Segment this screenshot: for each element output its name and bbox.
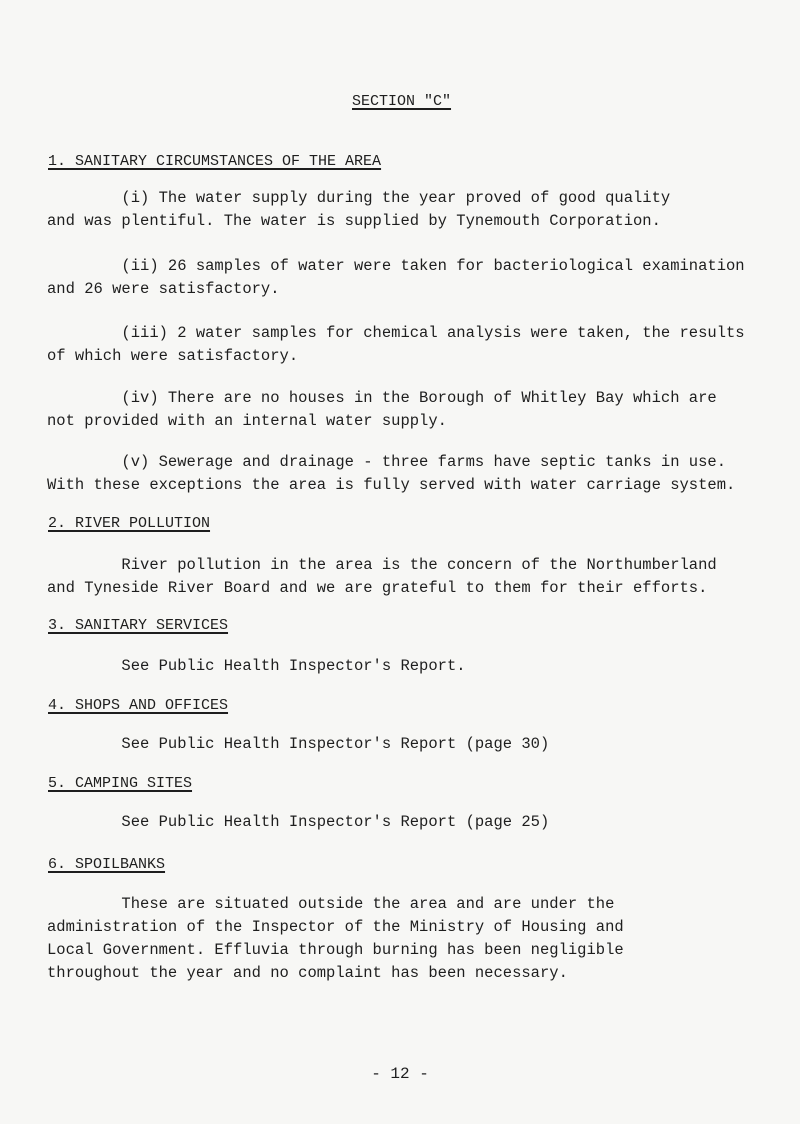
paragraph-camping-sites: See Public Health Inspector's Report (page 25) xyxy=(47,813,550,831)
heading-shops-offices: 4. SHOPS AND OFFICES xyxy=(48,697,229,714)
page-number: - 12 - xyxy=(371,1065,429,1083)
paragraph-water-supply: (i) The water supply during the year proved of good quality and was plentiful. The water is supplied by Tynemouth Corporation. xyxy=(47,189,671,230)
paragraph-sewerage: (v) Sewerage and drainage - three farms have septic tanks in use. With these exceptions the area is fully served with water carriage system. xyxy=(47,453,736,494)
section-title: SECTION "C" xyxy=(352,93,452,110)
paragraph-bacteriological-samples: (ii) 26 samples of water were taken for bacteriological examination and 26 were satisfactory. xyxy=(47,257,745,298)
paragraph-internal-water: (iv) There are no houses in the Borough of Whitley Bay which are not provided with an internal water supply. xyxy=(47,389,717,430)
heading-river-pollution: 2. RIVER POLLUTION xyxy=(48,515,211,532)
paragraph-sanitary-services: See Public Health Inspector's Report. xyxy=(47,657,466,675)
heading-camping-sites: 5. CAMPING SITES xyxy=(48,775,193,792)
heading-spoilbanks: 6. SPOILBANKS xyxy=(48,856,166,873)
heading-sanitary-services: 3. SANITARY SERVICES xyxy=(48,617,229,634)
paragraph-shops-offices: See Public Health Inspector's Report (page 30) xyxy=(47,735,550,753)
paragraph-spoilbanks: These are situated outside the area and are under the administration of the Inspector of the Ministry of Housing and Local Government. Effluvia through burning has been negligible throughout the year and no complaint has been necessary. xyxy=(47,895,624,982)
paragraph-river-pollution: River pollution in the area is the concern of the Northumberland and Tyneside River Board and we are grateful to them for their efforts. xyxy=(47,556,717,597)
heading-sanitary-circumstances: 1. SANITARY CIRCUMSTANCES OF THE AREA xyxy=(48,153,382,170)
paragraph-chemical-analysis: (iii) 2 water samples for chemical analysis were taken, the results of which were satisfactory. xyxy=(47,324,745,365)
